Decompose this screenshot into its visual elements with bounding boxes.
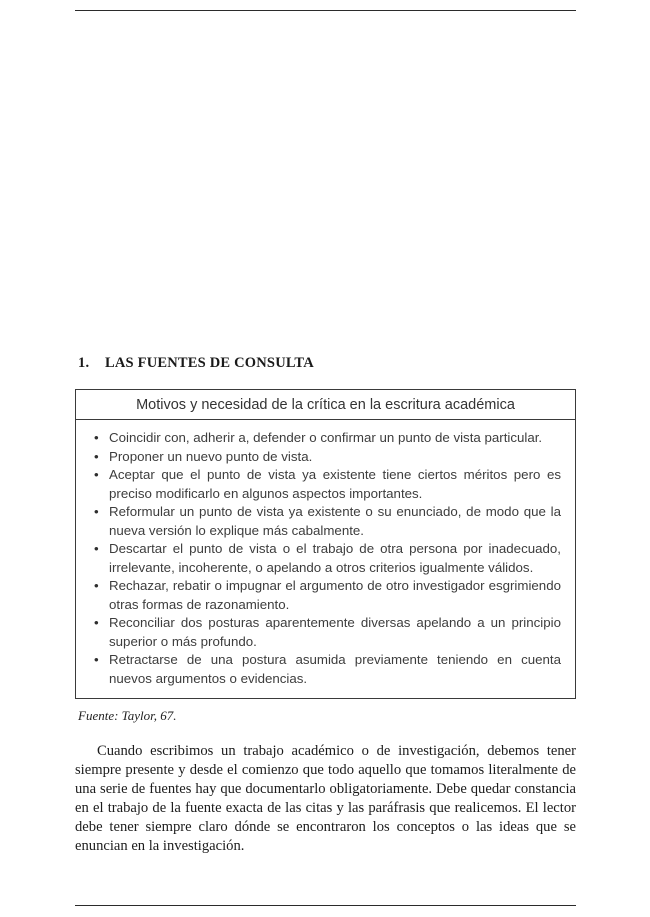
bullet-icon: • — [94, 504, 99, 519]
list-item-text: Descartar el punto de vista o el trabajo de otra persona por inadecuado, irrelevante, incoherente, o apelando a otros criterios igualmente válidos. — [109, 541, 561, 575]
list-item — [94, 577, 561, 614]
list-item-text: Aceptar que el punto de vista ya existente tiene ciertos méritos pero es preciso modificarlo en algunos aspectos importantes. — [109, 467, 561, 501]
bullet-icon: • — [94, 448, 99, 464]
criteria-box — [75, 389, 576, 699]
box-title: Motivos y necesidad de la crítica en la escritura académica — [76, 390, 575, 420]
bullet-icon: • — [94, 615, 99, 630]
bullet-icon: • — [94, 430, 99, 445]
criteria-list — [76, 420, 575, 698]
source-caption: Fuente: Taylor, 67. — [78, 708, 177, 723]
bullet-icon: • — [94, 541, 99, 556]
list-item-text: Retractarse de una postura asumida previamente teniendo en cuenta nuevos argumentos o evidencias. — [109, 652, 561, 686]
list-item — [94, 429, 561, 448]
list-item — [94, 614, 561, 651]
section-heading — [78, 355, 576, 372]
list-item — [94, 651, 561, 688]
list-item — [94, 540, 561, 577]
list-item-text: Reformular un punto de vista ya existente o su enunciado, de modo que la nueva versión lo explique más cabalmente. — [109, 504, 561, 538]
list-item — [94, 503, 561, 540]
list-item-text: Rechazar, rebatir o impugnar el argumento de otro investigador esgrimiendo otras formas de razonamiento. — [109, 578, 561, 612]
list-item — [94, 466, 561, 503]
top-rule — [75, 10, 576, 11]
list-item-text: Proponer un nuevo punto de vista. — [109, 448, 313, 464]
bottom-rule — [75, 905, 576, 906]
bullet-icon: • — [94, 652, 99, 667]
section-number: 1. — [78, 355, 90, 371]
section-title: LAS FUENTES DE CONSULTA — [105, 355, 314, 371]
bullet-icon: • — [94, 467, 99, 482]
list-item-text: Coincidir con, adherir a, defender o confirmar un punto de vista particular. — [109, 430, 543, 445]
bullet-icon: • — [94, 578, 99, 593]
body-paragraph: Cuando escribimos un trabajo académico o de investigación, debemos tener siempre presente y desde el comienzo que todo aquello que tomamos literalmente de una serie de fuentes hay que documentarlo obligatoriamente. Debe quedar constancia en el trabajo de la fuente exacta de las citas y las paráfrasis que realicemos. El lector debe tener siempre claro dónde se encontraron los conceptos o las ideas que se enuncian en la investigación. — [75, 743, 576, 854]
list-item — [94, 448, 561, 467]
list-item-text: Reconciliar dos posturas aparentemente diversas apelando a un principio superior o más profundo. — [109, 615, 561, 649]
